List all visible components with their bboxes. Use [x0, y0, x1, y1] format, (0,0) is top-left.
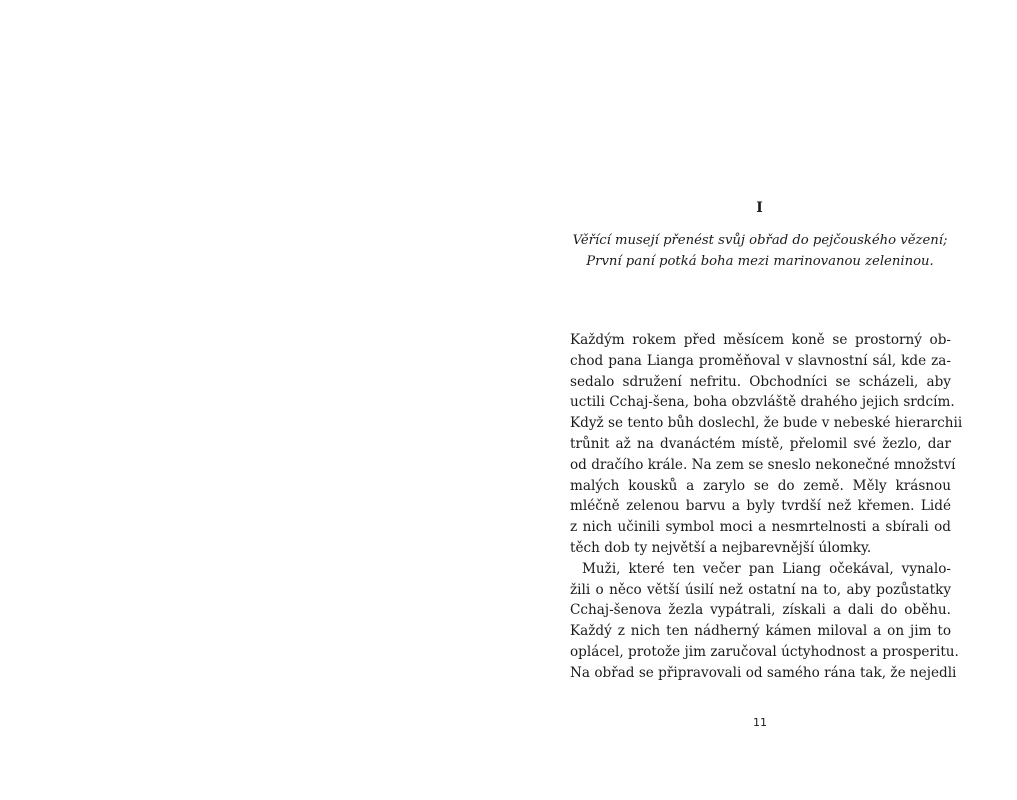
text-line: chod pana Lianga proměňoval v slavnostní sál, kde za-	[570, 352, 951, 369]
epigraph-line: Věřící musejí přenést svůj obřad do pejčouského vězení;	[572, 233, 948, 248]
text-line: trůnit až na dvanáctém místě, přelomil své žezlo, dar	[570, 435, 951, 452]
text-line: těch dob ty největší a nejbarevnější úlomky.	[570, 539, 872, 556]
epigraph-line: První paní potká boha mezi marinovanou zeleninou.	[586, 254, 934, 269]
text-line: malých kousků a zarylo se do země. Měly krásnou	[570, 477, 951, 494]
body-text	[570, 330, 963, 684]
epigraph	[560, 230, 960, 272]
text-line: sedalo sdružení nefritu. Obchodníci se scházeli, aby	[570, 373, 951, 390]
left-page-blank	[0, 0, 508, 800]
text-line: Každý z nich ten nádherný kámen miloval a on jim to	[570, 623, 951, 640]
text-line: Když se tento bůh doslechl, že bude v nebeské hierarchii	[570, 415, 963, 432]
text-line: mléčně zelenou barvu a byly tvrdší než křemen. Lidé	[570, 498, 951, 515]
page-number: 11	[753, 716, 767, 729]
text-line: Muži, které ten večer pan Liang očekával, vynalo-	[582, 560, 951, 577]
text-line: uctili Cchaj-šena, boha obzvláště drahého jejich srdcím.	[570, 394, 955, 411]
text-line: Každým rokem před měsícem koně se prostorný ob-	[570, 332, 951, 348]
text-line: z nich učinili symbol moci a nesmrtelnosti a sbírali od	[570, 519, 951, 536]
text-line: od dračího krále. Na zem se sneslo nekonečné množství	[570, 456, 956, 473]
text-line: Cchaj-šenova žezla vypátrali, získali a dali do oběhu.	[570, 602, 951, 619]
text-line: žili o něco větší úsilí než ostatní na to, aby pozůstatky	[570, 581, 951, 598]
text-line: oplácel, protože jim zaručoval úctyhodnost a prosperitu.	[570, 643, 959, 660]
chapter-number: I	[756, 200, 764, 216]
text-line: Na obřad se připravovali od samého rána tak, že nejedli	[570, 664, 957, 681]
